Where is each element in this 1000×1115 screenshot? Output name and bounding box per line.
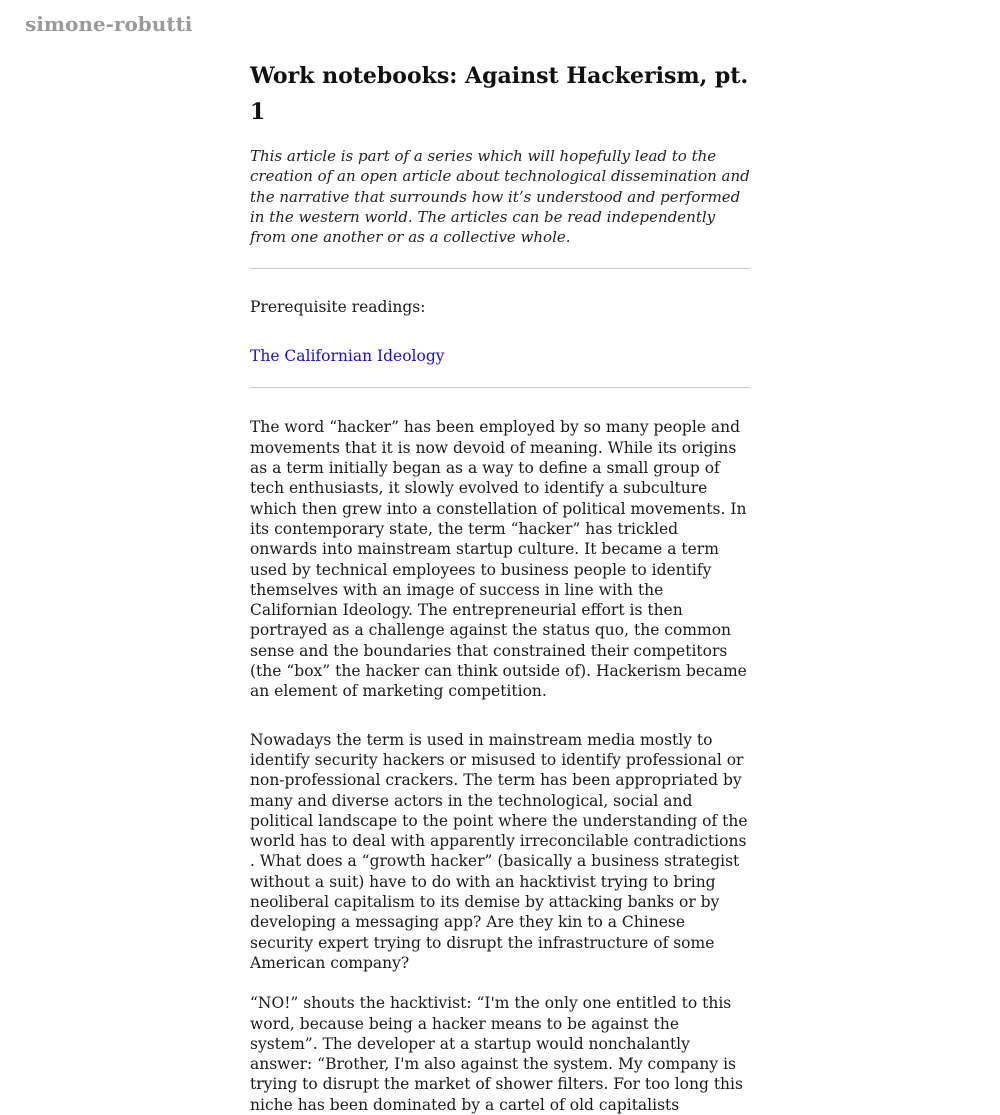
body-paragraph-1: The word “hacker” has been employed by so many people and movements that it is now devoid of meaning. While its origins as a term initially began as a way to define a small group of tech enthusiasts, it slowly evolved to identify a subculture which then grew into a constellation of political movements. In its contemporary state, the term “hacker” has trickled onwards into mainstream startup culture. It became a term used by technical employees to business people to identify themselves with an image of success in line with the Californian Ideology. The entrepreneurial effort is then portrayed as a challenge against the status quo, the common sense and the boundaries that constrained their competitors (the “box” the hacker can think outside of). Hackerism became an element of marketing competition. [250, 418, 747, 701]
body-paragraph-3: “NO!” shouts the hacktivist: “I'm the only one entitled to this word, because being a hacker means to be against the system”. The developer at a startup would nonchalantly answer: “Brother, I'm also against the system. My company is trying to disrupt the market of shower filters. For too long this niche has been dominated by a cartel of old capitalists [250, 994, 743, 1114]
article [250, 58, 750, 1115]
prerequisite-label: Prerequisite readings: [250, 298, 426, 317]
article-intro: This article is part of a series which will hopefully lead to the creation of an open article about technological dissemination and the narrative that surrounds how it’s understood and performed in the western world. The articles can be read independently from one another or as a collective whole. [250, 147, 750, 247]
prerequisite-link-californian-ideology[interactable]: The Californian Ideology [250, 347, 445, 366]
divider-bottom [250, 387, 750, 388]
article-title: Work notebooks: Against Hackerism, pt. 1 [250, 63, 749, 125]
body-paragraph-2: Nowadays the term is used in mainstream media mostly to identify security hackers or misused to identify professional or non-professional crackers. The term has been appropriated by many and diverse actors in the technological, social and political landscape to the point where the understanding of the world has to deal with apparently irreconcilable contradictions . What does a “growth hacker” (basically a business strategist without a suit) have to do with an hacktivist trying to bring neoliberal capitalism to its demise by attacking banks or by developing a messaging app? Are they kin to a Chinese security expert trying to disrupt the infrastructure of some American company? [250, 730, 748, 972]
site-title[interactable]: simone-robutti [25, 12, 193, 36]
divider-top [250, 268, 750, 269]
